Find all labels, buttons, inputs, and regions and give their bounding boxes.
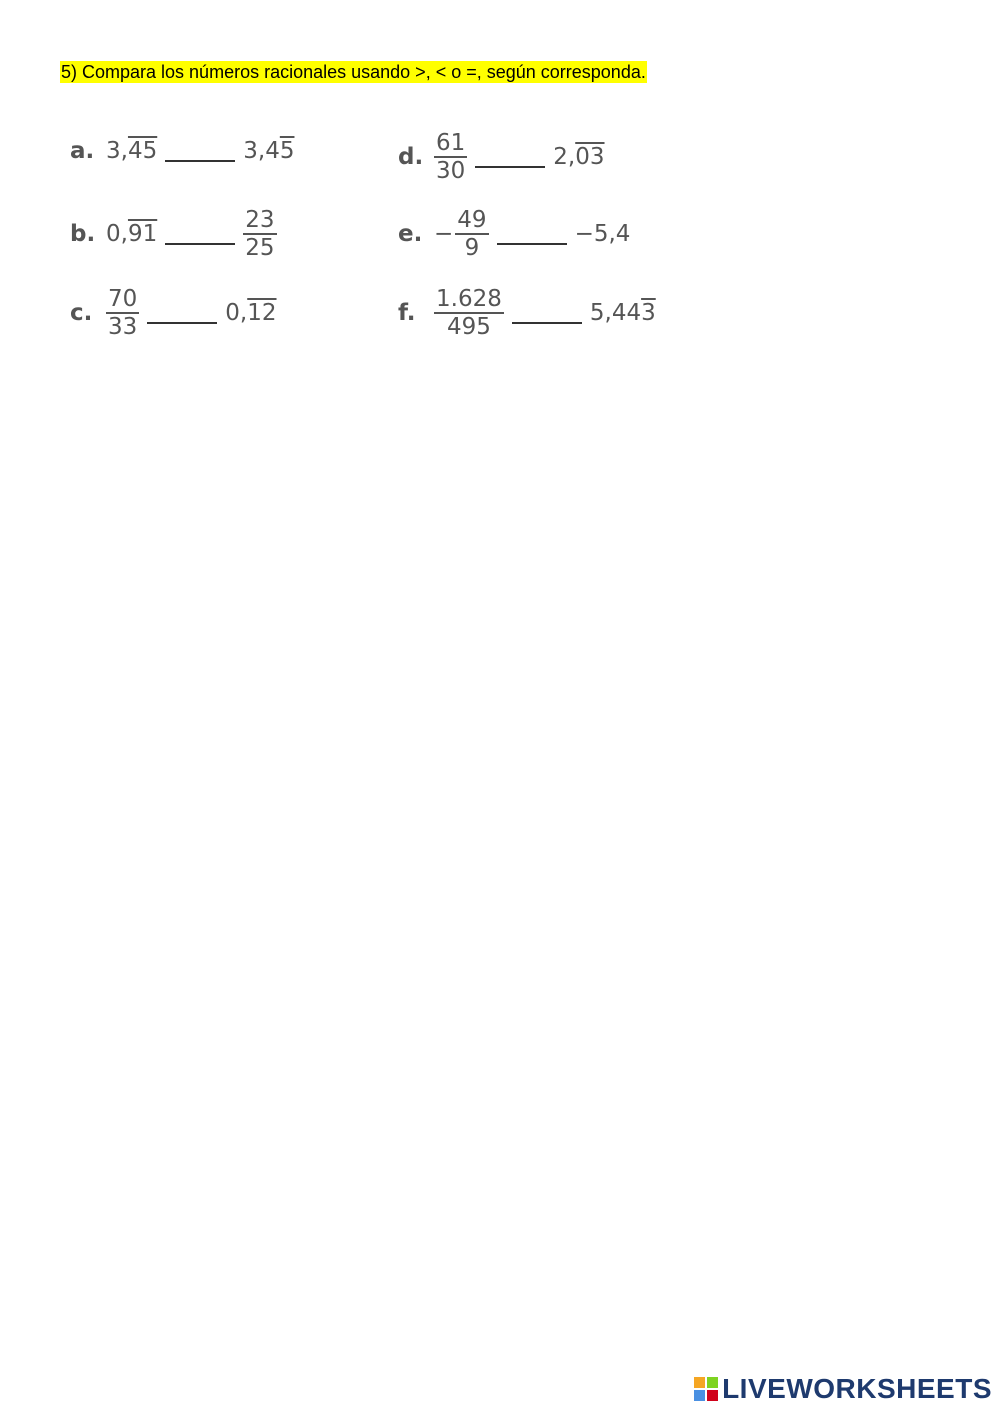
logo-text: LIVEWORKSHEETS <box>722 1373 992 1404</box>
right-fraction <box>243 208 276 260</box>
left-number: 0,91 <box>106 221 158 247</box>
numerator: 23 <box>245 207 275 233</box>
left-fraction <box>106 287 139 339</box>
exercise-letter: c. <box>70 300 93 326</box>
numerator: 49 <box>457 207 487 233</box>
right-number: 3,45 <box>243 138 295 164</box>
exercise-c <box>70 287 277 339</box>
instruction-text: 5) Compara los números racionales usando >, < o =, según corresponda. <box>61 62 646 82</box>
exercise-letter: f. <box>398 300 416 326</box>
denominator: 25 <box>245 235 275 261</box>
numerator: 70 <box>108 286 138 312</box>
exercise-e <box>398 208 630 260</box>
exercise-f <box>398 287 656 339</box>
answer-blank[interactable] <box>475 166 545 168</box>
numerator: 1.628 <box>436 286 502 312</box>
exercise-d <box>398 131 605 183</box>
right-number: 2,03 <box>553 144 605 170</box>
denominator: 30 <box>436 158 466 184</box>
exercise-letter: e. <box>398 221 423 247</box>
left-fraction <box>434 287 504 339</box>
negative-sign: − <box>434 221 454 247</box>
numerator: 61 <box>436 130 466 156</box>
left-fraction <box>434 131 467 183</box>
exercise-a <box>70 138 294 164</box>
logo-icon <box>694 1377 718 1401</box>
left-fraction <box>455 208 488 260</box>
answer-blank[interactable] <box>497 243 567 245</box>
right-number: 5,443 <box>589 300 656 326</box>
exercise-letter: a. <box>70 138 95 164</box>
answer-blank[interactable] <box>147 322 217 324</box>
exercise-letter: d. <box>398 144 424 170</box>
denominator: 9 <box>464 235 480 261</box>
exercise-b <box>70 208 277 260</box>
denominator: 33 <box>108 314 138 340</box>
right-number: 0,12 <box>225 300 277 326</box>
liveworksheets-logo <box>694 1371 992 1407</box>
denominator: 495 <box>446 314 491 340</box>
answer-blank[interactable] <box>165 243 235 245</box>
exercise-letter: b. <box>70 221 96 247</box>
answer-blank[interactable] <box>512 322 582 324</box>
left-number: 3,45 <box>106 138 158 164</box>
right-number: −5,4 <box>574 221 631 247</box>
answer-blank[interactable] <box>165 160 235 162</box>
